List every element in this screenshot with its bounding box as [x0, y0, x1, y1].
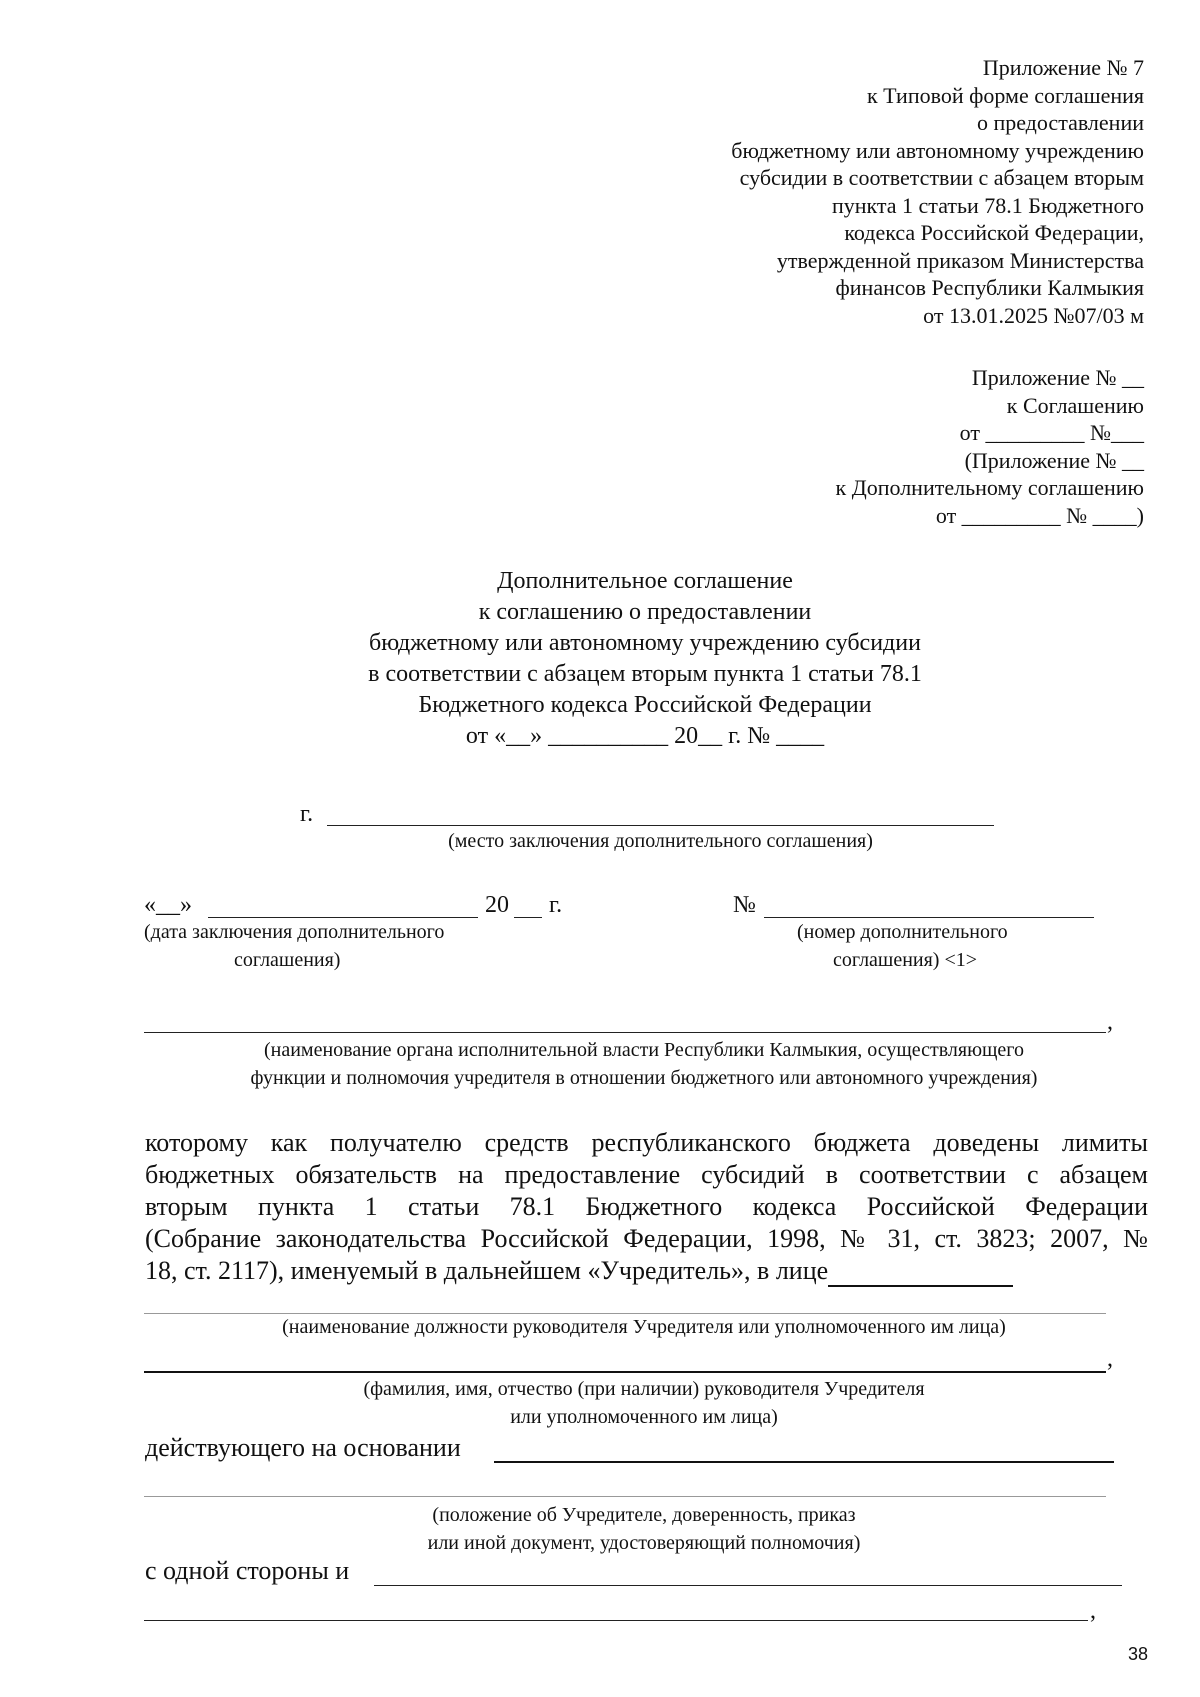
- place-caption: (место заключения дополнительного соглашения): [448, 830, 873, 852]
- basis-field-2[interactable]: [144, 1476, 1106, 1497]
- agreement-appendix-line: к Дополнительному соглашению: [835, 475, 1144, 500]
- basis-field[interactable]: [494, 1434, 1114, 1463]
- form-appendix-line: утвержденной приказом Министерства: [776, 247, 1144, 273]
- title-line: в соответствии с абзацем вторым пункта 1 статьи 78.1: [368, 661, 922, 687]
- place-field[interactable]: [327, 798, 994, 826]
- one-side-label: с одной стороны и: [145, 1556, 350, 1585]
- form-appendix-line: Приложение № 7: [982, 55, 1144, 80]
- representative-field[interactable]: [828, 1261, 1013, 1287]
- form-appendix-line: субсидии в соответствии с абзацем вторым: [739, 165, 1144, 190]
- agreement-appendix-line: к Соглашению: [1006, 392, 1144, 418]
- fio-comma: ,: [1107, 1346, 1113, 1372]
- position-field[interactable]: [144, 1286, 1106, 1314]
- basis-caption: или иной документ, удостоверяющий полномочия): [427, 1532, 861, 1554]
- body-line: вторым пункта 1 статьи 78.1 Бюджетного кодекса Российской Федерации: [145, 1192, 1148, 1221]
- place-prefix: г.: [300, 801, 314, 827]
- date-caption: соглашения): [234, 949, 341, 971]
- form-appendix-line: о предоставлении: [976, 110, 1144, 135]
- body-line: [145, 1255, 1148, 1287]
- title-line: бюджетному или автономному учреждению субсидии: [369, 630, 921, 656]
- fio-caption: или уполномоченного им лица): [510, 1406, 778, 1428]
- title-line: от «__» __________ 20__ г. № ____: [465, 723, 825, 749]
- title-line: Бюджетного кодекса Российской Федерации: [418, 692, 872, 718]
- date-day: «__»: [144, 892, 192, 918]
- basis-caption: (положение об Учредителе, доверенность, приказ: [432, 1504, 856, 1526]
- agreement-appendix-line: (Приложение № __: [964, 447, 1144, 473]
- agreement-appendix-line: Приложение № __: [971, 365, 1144, 390]
- form-appendix-line: финансов Республики Калмыкия: [835, 275, 1144, 300]
- other-party-field[interactable]: [374, 1558, 1122, 1586]
- position-caption: (наименование должности руководителя Учредителя или уполномоченного им лица): [282, 1316, 1006, 1338]
- form-appendix-header: [731, 54, 1144, 329]
- date-year-field[interactable]: [514, 890, 542, 918]
- form-appendix-line: от 13.01.2025 №07/03 м: [923, 302, 1144, 328]
- title-line: Дополнительное соглашение: [497, 568, 793, 594]
- date-caption: (дата заключения дополнительного: [144, 921, 445, 943]
- fio-caption: (фамилия, имя, отчество (при наличии) руководителя Учредителя: [363, 1378, 925, 1400]
- fio-field[interactable]: [144, 1344, 1106, 1373]
- body-line: бюджетных обязательств на предоставление субсидий в соответствии с абзацем: [145, 1160, 1148, 1189]
- agreement-appendix-line: от _________ № ____): [935, 502, 1144, 528]
- founder-field[interactable]: [144, 1005, 1106, 1033]
- one-side-comma: ,: [1090, 1598, 1096, 1624]
- form-appendix-line: пункта 1 статьи 78.1 Бюджетного: [831, 192, 1144, 218]
- body-line: (Собрание законодательства Российской Федерации, 1998, № 31, ст. 3823; 2007, №: [145, 1224, 1148, 1253]
- other-party-field-2[interactable]: [144, 1600, 1088, 1621]
- founder-caption: функции и полномочия учредителя в отношении бюджетного или автономного учреждения): [250, 1067, 1038, 1089]
- agreement-appendix-header: [836, 364, 1144, 529]
- date-year: 20: [485, 892, 509, 918]
- number-sign: №: [733, 892, 756, 918]
- agreement-appendix-line: от _________ №___: [959, 420, 1144, 445]
- body-paragraph: [145, 1127, 1148, 1287]
- form-appendix-line: бюджетному или автономному учреждению: [731, 137, 1144, 163]
- basis-label: действующего на основании: [145, 1433, 461, 1462]
- document-title: [0, 566, 1200, 752]
- founder-caption: (наименование органа исполнительной власти Республики Калмыкия, осуществляющего: [263, 1039, 1024, 1061]
- founder-comma: ,: [1107, 1009, 1113, 1035]
- number-caption: соглашения) <1>: [833, 949, 978, 971]
- date-month-field[interactable]: [208, 890, 478, 918]
- form-appendix-line: кодекса Российской Федерации,: [844, 220, 1144, 245]
- date-suffix: г.: [549, 892, 563, 918]
- number-field[interactable]: [764, 890, 1094, 918]
- body-line-text: 18, ст. 2117), именуемый в дальнейшем «Учредитель», в лице: [145, 1256, 829, 1285]
- body-line: которому как получателю средств республиканского бюджета доведены лимиты: [145, 1128, 1148, 1157]
- form-appendix-line: к Типовой форме соглашения: [866, 82, 1144, 108]
- page-number: 38: [1127, 1644, 1148, 1664]
- title-line: к соглашению о предоставлении: [478, 599, 812, 625]
- number-caption: (номер дополнительного: [797, 921, 1008, 943]
